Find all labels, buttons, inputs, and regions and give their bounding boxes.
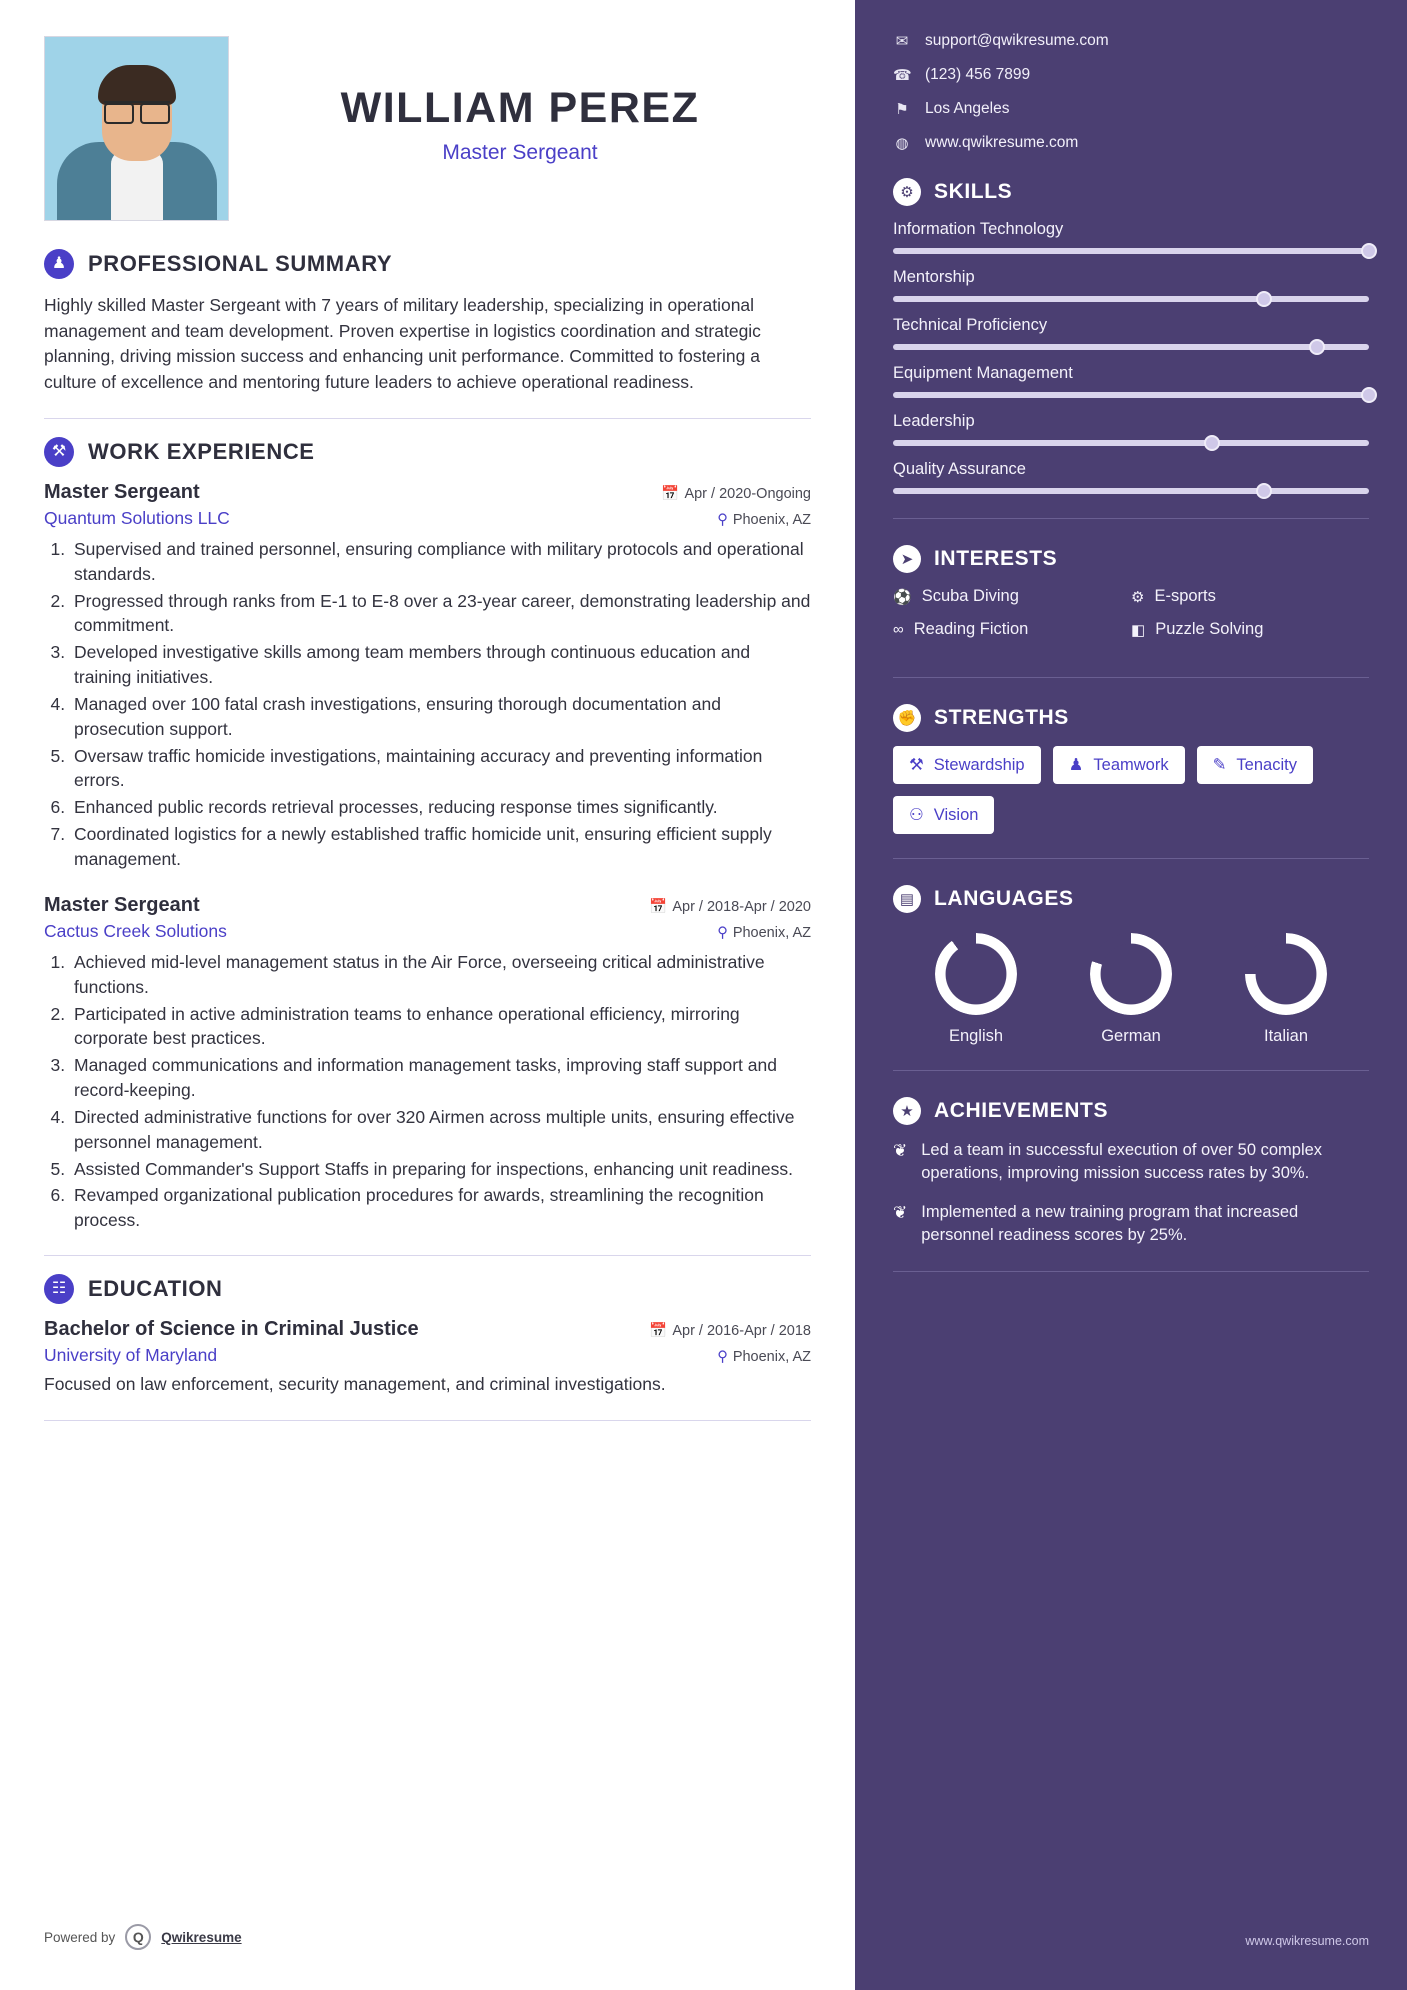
- calendar-icon: 📅: [649, 898, 668, 915]
- education-description: Focused on law enforcement, security management, and criminal investigations.: [44, 1374, 666, 1395]
- contact-location: [893, 100, 1369, 118]
- star-badge-icon: ★: [893, 1097, 921, 1125]
- strength-chip: [893, 746, 1041, 784]
- section-interests: [893, 545, 1369, 653]
- job-dates: 📅 Apr / 2018-Apr / 2020: [649, 898, 811, 915]
- link-icon: ✎: [1212, 756, 1227, 774]
- school-name: University of Maryland: [44, 1345, 218, 1366]
- contact-location-value: Los Angeles: [925, 100, 1010, 117]
- job-dates: 📅 Apr / 2020-Ongoing: [661, 485, 811, 502]
- interest-item: [893, 620, 1131, 639]
- id-card-icon: ▤: [893, 885, 921, 913]
- interest-item: [893, 587, 1131, 606]
- divider: [44, 418, 811, 419]
- esports-icon: ⚙: [1131, 588, 1145, 606]
- qwikresume-brand-link[interactable]: Qwikresume: [161, 1929, 242, 1945]
- people-icon: ♟: [1068, 756, 1084, 774]
- achievement-item: [893, 1201, 1369, 1247]
- work-item: [44, 481, 811, 872]
- ribbon-icon: ❦: [893, 1141, 908, 1160]
- summary-heading: [44, 249, 811, 279]
- list-item: 6. Revamped organizational publication procedures for awards, streamlining the recognition process.: [70, 1183, 811, 1233]
- strengths-list: [893, 746, 1369, 834]
- work-heading: [44, 437, 811, 467]
- scuba-icon: ⚽: [893, 588, 912, 606]
- strength-label: Teamwork: [1093, 755, 1169, 774]
- sidebar-site-url[interactable]: www.qwikresume.com: [1245, 1934, 1369, 1948]
- education-heading: [44, 1274, 811, 1304]
- language-label: English: [948, 1027, 1004, 1045]
- ribbon-icon: ❦: [893, 1203, 908, 1223]
- languages-title: LANGUAGES: [934, 887, 1074, 910]
- phone-icon: ☎: [893, 67, 912, 84]
- interests-title: INTERESTS: [934, 547, 1058, 570]
- list-item: 6. Enhanced public records retrieval processes, reducing response times significantly.: [70, 795, 811, 820]
- list-item: 2. Participated in active administration teams to enhance operational efficiency, mirroring corporate best practices.: [70, 1002, 811, 1052]
- skills-title: SKILLS: [934, 180, 1013, 203]
- strength-chip: [1053, 746, 1185, 784]
- location-pin-icon: ⚲: [717, 924, 728, 941]
- job-organization: Quantum Solutions LLC: [44, 507, 230, 528]
- sidebar-divider: [893, 1271, 1369, 1272]
- interest-label: Reading Fiction: [913, 620, 1029, 638]
- skill-label: Equipment Management: [893, 364, 1073, 382]
- paper-plane-icon: ➤: [893, 545, 921, 573]
- powered-by-label: Powered by: [44, 1929, 116, 1945]
- list-item: 5. Oversaw traffic homicide investigations, maintaining accuracy and preventing information errors.: [70, 744, 811, 794]
- achievement-text: Led a team in successful execution of over 50 complex operations, improving mission success rates by 30%.: [921, 1141, 1323, 1183]
- section-skills: [893, 178, 1369, 494]
- sidebar-divider: [893, 1070, 1369, 1071]
- interests-heading: [893, 545, 1369, 573]
- job-location: ⚲ Phoenix, AZ: [717, 511, 811, 528]
- skill-item: [893, 412, 1369, 446]
- skill-item: [893, 220, 1369, 254]
- resume-sidebar: [855, 0, 1407, 1990]
- skill-bar[interactable]: [893, 296, 1369, 302]
- contact-phone[interactable]: [893, 66, 1369, 84]
- skill-bar[interactable]: [893, 344, 1369, 350]
- contact-email[interactable]: [893, 32, 1369, 50]
- language-item: [1056, 933, 1206, 1046]
- fist-icon: ✊: [893, 704, 921, 732]
- language-label: German: [1101, 1027, 1161, 1045]
- interest-item: [1131, 620, 1369, 639]
- interest-item: [1131, 587, 1369, 606]
- skill-label: Information Technology: [893, 220, 1064, 238]
- language-donut-chart: [1090, 933, 1172, 1015]
- skill-item: [893, 316, 1369, 350]
- job-location: ⚲ Phoenix, AZ: [717, 924, 811, 941]
- interest-label: Puzzle Solving: [1155, 620, 1264, 638]
- profile-photo: [44, 36, 229, 221]
- candidate-name: WILLIAM PEREZ: [340, 84, 700, 132]
- briefcase-icon: ⚒: [44, 437, 74, 467]
- languages-heading: [893, 885, 1369, 913]
- sidebar-divider: [893, 677, 1369, 678]
- contact-list: [893, 32, 1369, 152]
- user-circle-icon: ♟: [44, 249, 74, 279]
- strength-chip: [1197, 746, 1313, 784]
- interest-label: E-sports: [1154, 587, 1216, 605]
- list-item: 7. Coordinated logistics for a newly established traffic homicide unit, ensuring efficient supply management.: [70, 822, 811, 872]
- job-organization: Cactus Creek Solutions: [44, 920, 227, 941]
- contact-phone-value: (123) 456 7899: [925, 66, 1031, 83]
- resume-header: [44, 36, 811, 221]
- section-education: [44, 1274, 811, 1397]
- qwikresume-logo-icon: Q: [125, 1924, 151, 1950]
- skill-label: Quality Assurance: [893, 460, 1026, 478]
- skill-item: [893, 460, 1369, 494]
- degree-title: Bachelor of Science in Criminal Justice: [44, 1318, 419, 1341]
- list-item: 3. Managed communications and information management tasks, improving staff support and record-keeping.: [70, 1053, 811, 1103]
- job-title: Master Sergeant: [44, 480, 200, 503]
- skill-bar[interactable]: [893, 248, 1369, 254]
- envelope-icon: ✉: [895, 33, 909, 50]
- strengths-heading: [893, 704, 1369, 732]
- strength-label: Vision: [933, 805, 979, 824]
- skill-bar[interactable]: [893, 392, 1369, 398]
- education-location: ⚲ Phoenix, AZ: [717, 1349, 811, 1366]
- contact-website-value: www.qwikresume.com: [925, 134, 1079, 151]
- book-icon: ∞: [893, 621, 904, 638]
- skill-bar[interactable]: [893, 440, 1369, 446]
- list-item: 1. Supervised and trained personnel, ensuring compliance with military protocols and operational standards.: [70, 537, 811, 587]
- education-item: [44, 1318, 811, 1397]
- languages-list: [893, 927, 1369, 1046]
- sidebar-divider: [893, 858, 1369, 859]
- list-item: 5. Assisted Commander's Support Staffs in preparing for inspections, enhancing unit readiness.: [70, 1157, 811, 1182]
- interests-list: [893, 587, 1369, 653]
- achievements-title: ACHIEVEMENTS: [934, 1099, 1109, 1122]
- list-item: 1. Achieved mid-level management status in the Air Force, overseeing critical administrative functions.: [70, 950, 811, 1000]
- calendar-icon: 📅: [661, 485, 680, 502]
- skill-label: Leadership: [893, 412, 975, 430]
- contact-email-value: support@qwikresume.com: [925, 32, 1109, 49]
- job-bullets: [70, 537, 811, 872]
- education-dates: 📅 Apr / 2016-Apr / 2018: [649, 1323, 811, 1340]
- language-label: Italian: [1263, 1027, 1309, 1045]
- section-strengths: [893, 704, 1369, 834]
- name-block: [229, 36, 811, 165]
- divider: [44, 1420, 811, 1421]
- list-item: 3. Developed investigative skills among team members through continuous education and training initiatives.: [70, 640, 811, 690]
- work-title: WORK EXPERIENCE: [88, 438, 315, 464]
- language-item: [901, 933, 1051, 1046]
- section-work-experience: [44, 437, 811, 1233]
- skill-label: Technical Proficiency: [893, 316, 1048, 334]
- work-item: [44, 894, 811, 1233]
- interest-label: Scuba Diving: [921, 587, 1019, 605]
- globe-icon: ◍: [895, 135, 909, 152]
- skills-heading: [893, 178, 1369, 206]
- location-pin-icon: ⚲: [717, 1349, 728, 1366]
- skill-item: [893, 364, 1369, 398]
- binoculars-icon: ⚇: [909, 806, 924, 824]
- candidate-role: Master Sergeant: [442, 141, 598, 164]
- summary-title: PROFESSIONAL SUMMARY: [88, 251, 393, 276]
- summary-text: Highly skilled Master Sergeant with 7 years of military leadership, specializing in operational management and team development. Proven expertise in logistics coordination and strategic planning, driving mission success and enhancing unit performance. Committed to fostering a culture of excellence and mentoring future leaders to achieve operational readiness.: [44, 295, 761, 393]
- skill-item: [893, 268, 1369, 302]
- sidebar-divider: [893, 518, 1369, 519]
- list-item: 4. Managed over 100 fatal crash investigations, ensuring thorough documentation and prosecution support.: [70, 692, 811, 742]
- strength-label: Stewardship: [933, 755, 1025, 774]
- divider: [44, 1255, 811, 1256]
- achievement-text: Implemented a new training program that increased personnel readiness scores by 25%.: [921, 1203, 1299, 1245]
- language-item: [1211, 933, 1361, 1046]
- achievement-item: [893, 1139, 1369, 1185]
- location-pin-icon: ⚲: [717, 511, 728, 528]
- contact-website[interactable]: [893, 134, 1369, 152]
- language-donut-chart: [1245, 933, 1327, 1015]
- puzzle-icon: ◧: [1131, 621, 1146, 639]
- toolbox-icon: ⚒: [909, 756, 924, 774]
- list-item: 2. Progressed through ranks from E-1 to E-8 over a 23-year career, demonstrating leadership and commitment.: [70, 589, 811, 639]
- calendar-icon: 📅: [649, 1323, 668, 1340]
- list-item: 4. Directed administrative functions for over 320 Airmen across multiple units, ensuring effective personnel management.: [70, 1105, 811, 1155]
- education-title: EDUCATION: [88, 1276, 223, 1302]
- section-achievements: [893, 1097, 1369, 1247]
- lightbulb-icon: ⚙: [893, 178, 921, 206]
- skill-label: Mentorship: [893, 268, 975, 286]
- strengths-title: STRENGTHS: [934, 706, 1069, 729]
- strength-chip: [893, 796, 994, 834]
- skill-bar[interactable]: [893, 488, 1369, 494]
- achievements-heading: [893, 1097, 1369, 1125]
- location-pin-icon: ⚑: [895, 101, 909, 118]
- language-donut-chart: [935, 933, 1017, 1015]
- section-professional-summary: [44, 249, 811, 396]
- job-title: Master Sergeant: [44, 893, 200, 916]
- section-languages: [893, 885, 1369, 1046]
- graduation-cap-icon: ☷: [44, 1274, 74, 1304]
- page-footer: [44, 1924, 242, 1950]
- job-bullets: [70, 950, 811, 1233]
- strength-label: Tenacity: [1236, 755, 1297, 774]
